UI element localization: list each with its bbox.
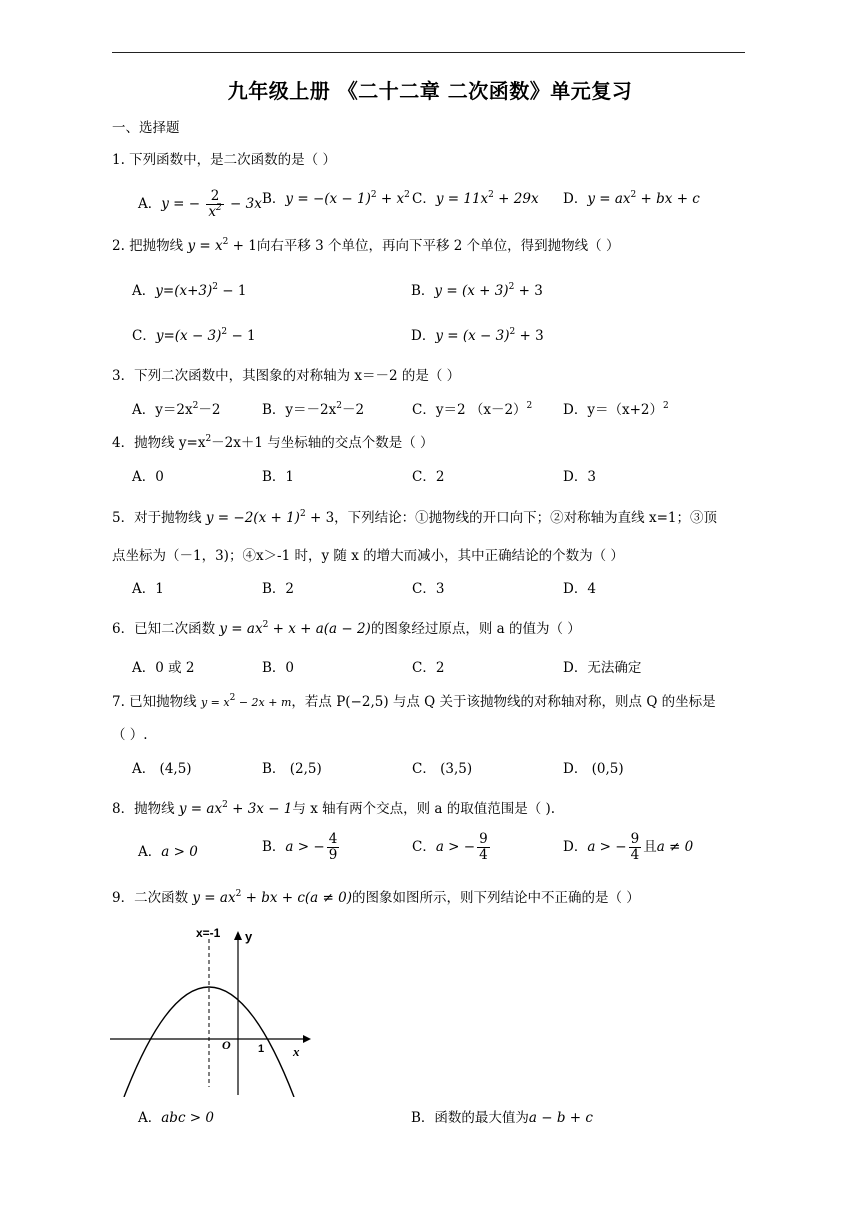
x-axis-arrow-icon: [303, 1035, 311, 1043]
question-6-stem: 6．已知二次函数 $y = ax^2 + x + a(a - 2)$的图象经过原点，则 a 的值为（ ）: [112, 620, 581, 637]
question-5-line-2: 点坐标为（－1，3)；④x＞-1 时，y 随 x 的增大而减小，其中正确结论的个数为（ ）: [112, 548, 624, 564]
question-1-stem: 1. 下列函数中，是二次函数的是（ ）: [112, 152, 336, 168]
q5-option-c: C．3: [412, 581, 445, 597]
q2-option-d: D．$y = (x - 3)^2 + 3$: [411, 327, 544, 344]
q7-option-b: B． (2,5): [262, 761, 322, 777]
q5-option-b: B．2: [262, 581, 295, 597]
q4-option-b: B．1: [262, 469, 295, 485]
origin-label: O: [222, 1038, 231, 1052]
q2-option-b: B．$y = (x + 3)^2 + 3$: [411, 282, 543, 299]
q1-option-d: D．$y = ax^2$ + bx + c: [563, 190, 700, 207]
q2-option-c: C．$y=(x - 3)^2 - 1$: [132, 327, 256, 344]
q7-option-d: D． (0,5): [563, 761, 624, 777]
q3-option-c: C．y＝2 $(x-2)^2$: [412, 401, 533, 418]
q4-option-a: A．0: [132, 469, 164, 485]
symmetry-axis-label: x=-1: [196, 926, 221, 940]
y-axis-label: y: [245, 929, 253, 944]
q1-option-b: B．$y = -(x - 1)^2 + x^2$: [262, 190, 410, 207]
q3-option-d: D．$y=(x+2)^2$: [563, 401, 669, 418]
question-2-stem: 2. 把抛物线 $y = x^2 + 1$向右平移 3 个单位，再向下平移 2 个单位，得到抛物线（ ）: [112, 237, 620, 254]
q9-option-b: B．函数的最大值为a − b + c: [411, 1110, 593, 1126]
q6-option-d: D．无法确定: [563, 660, 642, 676]
q5-option-a: A．1: [132, 581, 164, 597]
header-rule: [112, 52, 745, 53]
q3-option-a: A．$y=2x^2-2$: [132, 401, 221, 418]
q2-option-a: A．$y=(x+3)^2 - 1$: [132, 282, 247, 299]
q6-option-b: B．0: [262, 660, 295, 676]
section-heading: 一、选择题: [112, 120, 180, 136]
question-7-line-1: 7. 已知抛物线 $y = x^2 - 2x + m$，若点 P(−2,5) 与点 Q 关于该抛物线的对称轴对称，则点 Q 的坐标是: [112, 693, 716, 710]
q1-option-a: A．y = − $\frac{2}{x^2}$ − 3x: [138, 188, 262, 220]
q7-option-c: C． (3,5): [412, 761, 473, 777]
q7-option-a: A． (4,5): [132, 761, 192, 777]
q8-option-a: A．a > 0: [138, 844, 198, 860]
q9-option-a: A．abc > 0: [138, 1110, 214, 1126]
q4-option-d: D．3: [563, 469, 596, 485]
q3-option-b: B．$y=-2x^2-2$: [262, 401, 365, 418]
q8-option-d: D．a > − $\frac{9}{4}$ 且a ≠ 0: [563, 831, 694, 863]
question-9-stem: 9．二次函数 $y = ax^2$ + bx + c(a ≠ 0)的图象如图所示，则下列结论中不正确的是（ ）: [112, 889, 640, 906]
q6-option-c: C．2: [412, 660, 445, 676]
page-title: 九年级上册 《二十二章 二次函数》单元复习: [227, 79, 633, 103]
q4-option-c: C．2: [412, 469, 445, 485]
question-4-stem: 4．抛物线 $y=x^2-2x+1$ 与坐标轴的交点个数是（ ）: [112, 434, 434, 451]
q8-option-c: C．a > − $\frac{9}{4}$: [412, 831, 488, 863]
q1-option-c: C．$y = 11x^2 + 29x$: [412, 190, 539, 207]
question-5-line-1: 5．对于抛物线 $y = -2(x + 1)^2 + 3$，下列结论：①抛物线的开口向下；②对称轴为直线 x=1；③顶: [112, 509, 717, 526]
q6-option-a: A．0 或 2: [132, 660, 195, 676]
question-8-stem: 8．抛物线 $y = ax^2 + 3x - 1$与 x 轴有两个交点，则 a 的取值范围是（ ).: [112, 800, 556, 817]
parabola-graph: [108, 925, 318, 1097]
q8-option-b: B．a > − $\frac{4}{9}$: [262, 831, 338, 863]
question-3-stem: 3．下列二次函数中，其图象的对称轴为 x＝－2 的是（ ）: [112, 368, 461, 384]
x-tick-one-label: 1: [258, 1043, 265, 1055]
question-7-line-2: （ ）.: [112, 727, 148, 743]
x-axis-label: x: [293, 1044, 300, 1059]
y-axis-arrow-icon: [234, 931, 242, 940]
q5-option-d: D．4: [563, 581, 596, 597]
